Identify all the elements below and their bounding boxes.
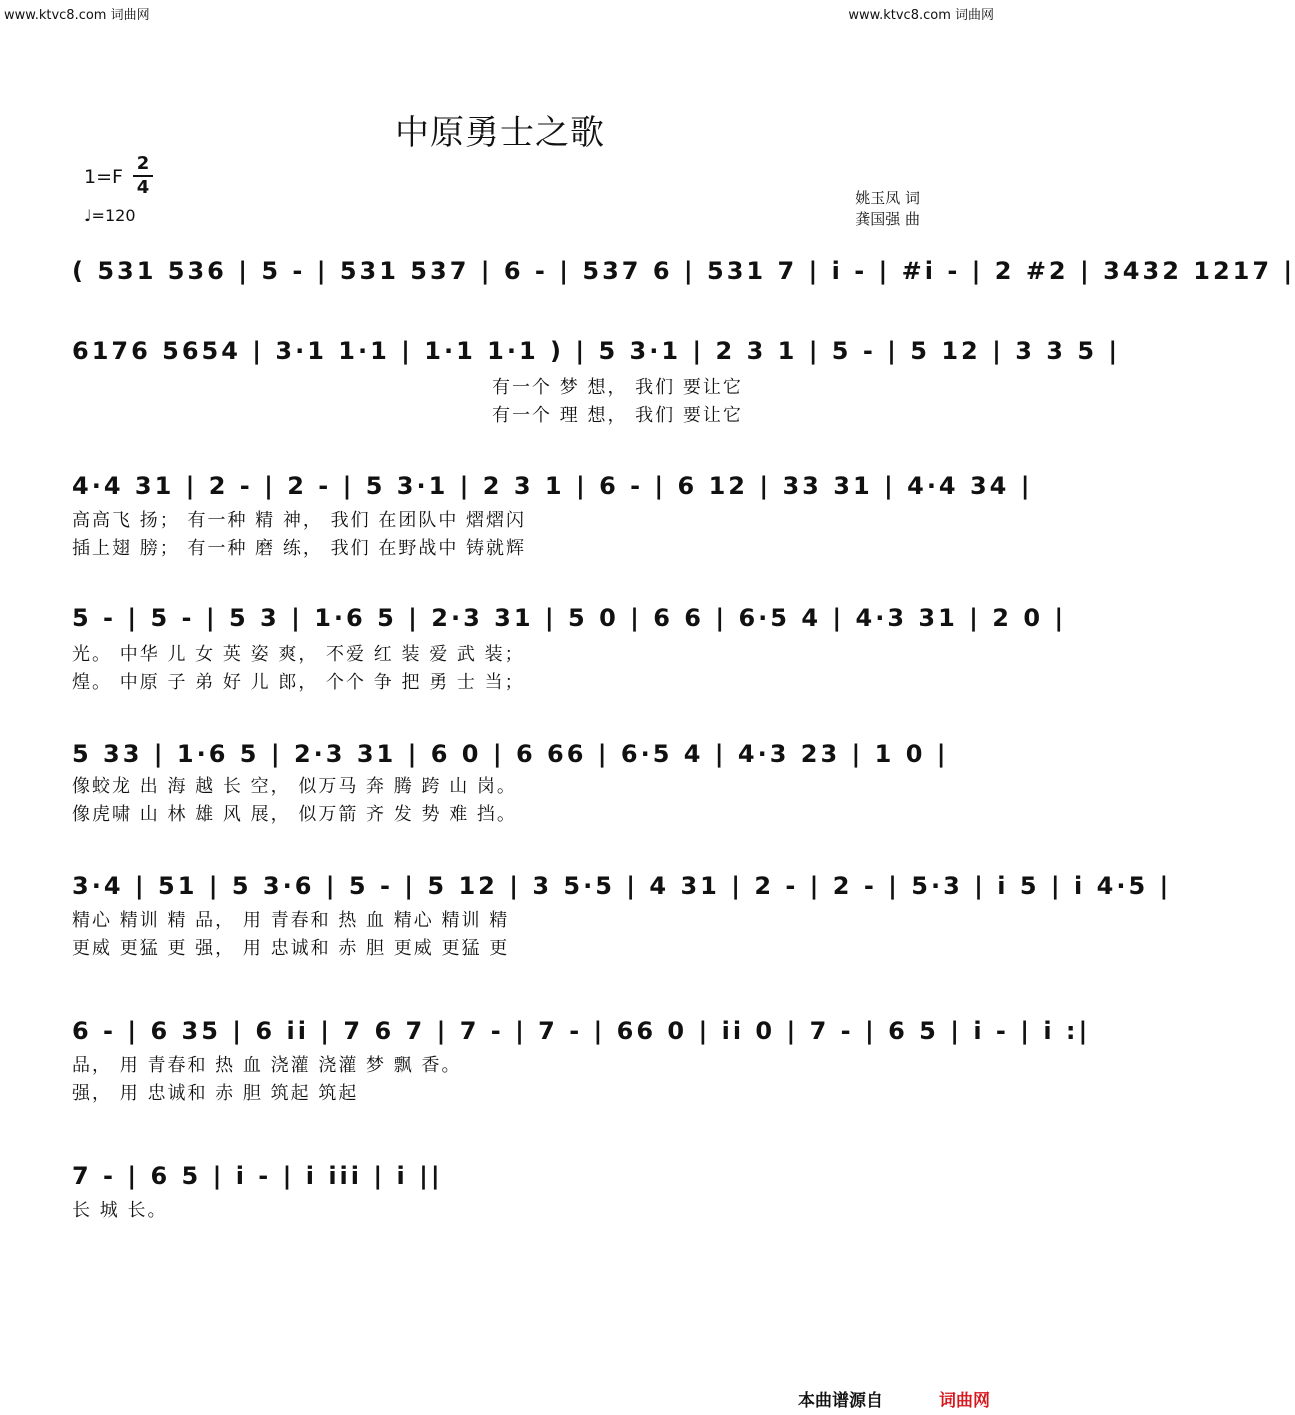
- watermark-right: www.ktvc8.com 词曲网: [848, 8, 994, 23]
- tempo-value: =120: [91, 206, 136, 225]
- lyric-verse-1: 长 城 长。: [72, 1200, 168, 1221]
- tempo-mark: [84, 206, 136, 225]
- lyric-verse-1: 像蛟龙 出 海 越 长 空， 似万马 奔 腾 跨 山 岗。: [72, 776, 517, 797]
- footer: [798, 1386, 990, 1411]
- lyric-verse-1: 有一个 梦 想， 我们 要让它: [492, 377, 743, 398]
- notes-line: ( 531 536 | 5 - | 531 537 | 6 - | 537 6 | 531 7 | i - | #i - | 2 #2 | 3432 1217 |: [72, 257, 1295, 285]
- lyric-verse-2: 煌。 中原 子 弟 好 儿 郎， 个个 争 把 勇 士 当；: [72, 672, 525, 693]
- lyric-verse-2: 强， 用 忠诚和 赤 胆 筑起 筑起: [72, 1083, 359, 1104]
- lyric-verse-2: 有一个 理 想， 我们 要让它: [492, 405, 743, 426]
- lyricist: 姚玉凤 词: [855, 189, 920, 207]
- notes-line: 7 - | 6 5 | i - | i iii | i ||: [72, 1162, 443, 1190]
- time-denominator: 4: [136, 177, 150, 198]
- composer: 龚国强 曲: [855, 210, 920, 228]
- notes-line: 3·4 | 51 | 5 3·6 | 5 - | 5 12 | 3 5·5 | 4 31 | 2 - | 2 - | 5·3 | i 5 | i 4·5 |: [72, 872, 1172, 900]
- credits: [855, 188, 920, 230]
- key-signature: 1=F: [84, 166, 123, 188]
- time-signature: [133, 154, 153, 198]
- song-title: 中原勇士之歌: [395, 113, 605, 153]
- lyric-verse-1: 高高飞 扬； 有一种 精 神， 我们 在团队中 熠熠闪: [72, 510, 527, 531]
- footer-label: 本曲谱源自: [798, 1391, 883, 1411]
- time-numerator: 2: [136, 153, 150, 174]
- lyric-verse-1: 精心 精训 精 品， 用 青春和 热 血 精心 精训 精: [72, 910, 510, 931]
- watermark-left: www.ktvc8.com 词曲网: [4, 8, 150, 23]
- quarter-note-icon: ♩: [84, 206, 92, 225]
- lyric-verse-2: 更威 更猛 更 强， 用 忠诚和 赤 胆 更威 更猛 更: [72, 938, 510, 959]
- notes-line: 6 - | 6 35 | 6 ii | 7 6 7 | 7 - | 7 - | 66 0 | ii 0 | 7 - | 6 5 | i - | i :|: [72, 1017, 1091, 1045]
- footer-brand-link[interactable]: 词曲网: [939, 1391, 990, 1411]
- notes-line: 5 - | 5 - | 5 3 | 1·6 5 | 2·3 31 | 5 0 | 6 6 | 6·5 4 | 4·3 31 | 2 0 |: [72, 604, 1067, 632]
- lyric-verse-1: 光。 中华 儿 女 英 姿 爽， 不爱 红 装 爱 武 装；: [72, 644, 525, 665]
- lyric-verse-1: 品， 用 青春和 热 血 浇灌 浇灌 梦 飘 香。: [72, 1055, 462, 1076]
- lyric-verse-2: 插上翅 膀； 有一种 磨 练， 我们 在野战中 铸就辉: [72, 538, 527, 559]
- lyric-verse-2: 像虎啸 山 林 雄 风 展， 似万箭 齐 发 势 难 挡。: [72, 804, 517, 825]
- notes-line: 5 33 | 1·6 5 | 2·3 31 | 6 0 | 6 66 | 6·5 4 | 4·3 23 | 1 0 |: [72, 740, 949, 768]
- notes-line: 6176 5654 | 3·1 1·1 | 1·1 1·1 ) | 5 3·1 | 2 3 1 | 5 - | 5 12 | 3 3 5 |: [72, 337, 1121, 365]
- notes-line: 4·4 31 | 2 - | 2 - | 5 3·1 | 2 3 1 | 6 - | 6 12 | 33 31 | 4·4 34 |: [72, 472, 1033, 500]
